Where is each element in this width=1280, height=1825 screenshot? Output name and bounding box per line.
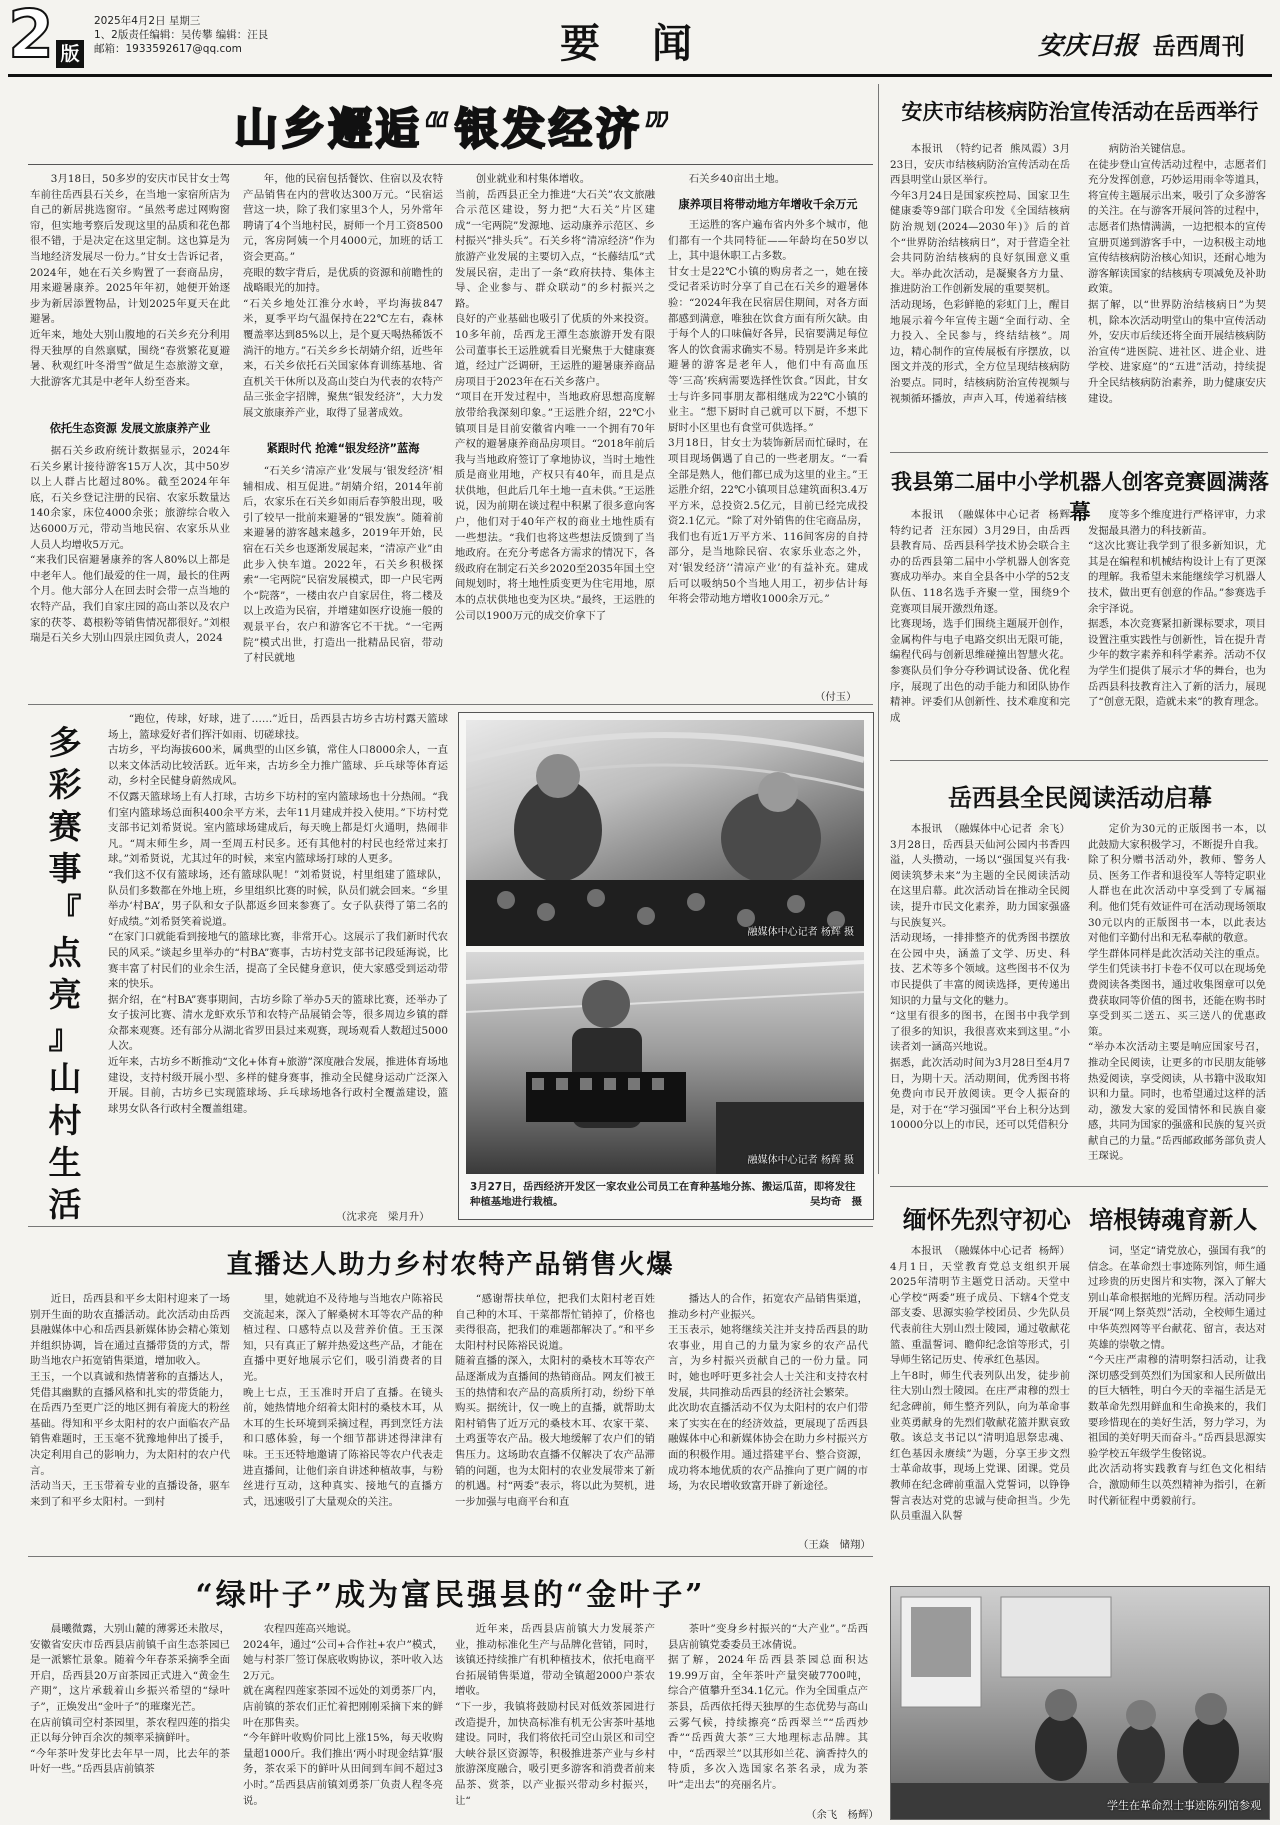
bottom-photo-watermark: 融媒体中心记者 杨辉 摄 [747,1155,854,1166]
robot-col-1: 本报讯 （融媒体中心记者 杨辉 特约记者 汪东园）3月29日，由岳西县教育局、岳西县科学技术协会联合主办的岳西县第二届中小学机器人创客竞赛成功举办。来自全县各中小学的52支队伍、118名选手齐聚一堂，围绕9个竞赛项目展开激烈角逐。 比赛现场，选手们围绕主题展开创作，金属构件与电子电路交织出无限可能，编程代码与创新思维碰撞出智慧火花。参赛队员们争分夺秒调试设备、优化程序，展现了出色的动手能力和团队协作精神。评委们从创新性、技术难度和完成 [890,509,1070,724]
silver-subhead-1: 依托生态资源 发展文旅康养产业 [49,422,211,435]
silver-col-4b: 王运胜的客户遍布省内外多个城市，他们都有一个共同特征——年龄均在50岁以上，其中退休职工占多数。 甘女士是22℃小镇的购房者之一，她在接受记者采访时分享了自己在石关乡的避暑体验：“2024年我在民宿居住期间，对各方面都感到满意，唯独在饮食方面有所欠缺。由于每个人的口味偏好各异，民宿要满足每位客人的饮食需求确实不易。特别是许多来此避暑的游客是老年人，他们中有高血压等‘三高’疾病需要选择性饮食。”因此，甘女士与许多同事朋友都相继成为22℃小镇的业主。“想下厨时自己就可以下厨，不想下厨时小区里也有食堂可供选择。” 3月18日，甘女士为装饰新居而忙碌时，在项目现场偶遇了自己的一些老朋友。“一看全部是熟人，他们都已成为这里的业主。”王运胜介绍，22℃小镇项目总建筑面积3.4万平方米，总投资2.5亿元，目前已经完成投资2.1亿元。“除了对外销售的住宅商品房，我们也有近1万平方米、116间客房的自持部分，是当地除民宿、农家乐业态之外，对‘银发经济’‘清凉产业’的有益补充。建成后可以吸纳50个当地人用工，初步估计每年将会带动地方增收1000余万元。” [668,219,868,606]
robot-rule [890,760,1268,761]
photo-caption [470,1180,862,1210]
memorial-photo-watermark: 学生在革命烈士事迹陈列馆参观 [1107,1799,1261,1812]
vtitle-char: 村 [48,1101,82,1140]
silver-col-3: 创业就业和村集体增收。 当前，岳西县正全力推进“大石关”农文旅融合示范区建设，努力把“大石关”片区建成“一宅两院”发源地、运动康养示范区、乡村振兴“排头兵”。石关乡将“清凉经济”作为旅游产业发展的主要切入点，“长藤结瓜”式发展民宿，走出了一条“政府扶持、集体主导、企业参与、群众联动”的乡村振兴之路。 良好的产业基础也吸引了优质的外来投资。10多年前，岳西龙王潭生态旅游开发有限公司董事长王运胜就看目光聚焦于大健康赛道，经过广泛调研，王运胜的避暑康养商品房项目于2023年在石关乡落户。 “项目在开发过程中，当地政府思想高度解放带给我深刻印象。”王运胜介绍，22℃小镇项目是目前安徽省内唯一一个拥有70年产权的避暑康养商品房项目。“2018年前后我与当地政府签订了拿地协议，当时土地性质是商业用地，产权只有40年，而且是点状供地，但此后几年土地一直未供。”王运胜说，因为前期在谈过程中积累了很多意向客户，他们对于40年产权的商业土地性质有一些想法。“我们也将这些想法反馈到了当地政府。在充分考虑各方需求的情况下，各级政府在制定石关乡2020至2035年国土空间规划时，将土地性质变更为住宅用地，原本的点状供地也变为区块。”最终，王运胜的公司以1900万元的成交价拿下了 [455,173,655,622]
livestream-rule-top [28,1226,873,1227]
greenhouse-scene-graphic [466,720,864,946]
greenhouse-photo-bottom [466,952,864,1174]
vtitle-char: 彩 [48,765,82,804]
email: 邮箱：1933592617@qq.com [94,43,242,55]
silver-col-1a: 3月18日，50多岁的安庆市民甘女士驾车前往岳西县石关乡，在当地一家宿所店为自己的新居挑选窗帘。“虽然考虑过网购窗帘，但实地考察后发现这里的品质和花色都很不错，于是决定在这里定制。这也算是为当地经济发展尽一份力。”甘女士告诉记者，2024年，她在石关乡购置了一套商品房，用来避暑康养。2025年年初，她便开始逐步为新居添置物品，计划2025年夏天在此避暑。 近年来，地处大别山腹地的石关乡充分利用得天独厚的自然禀赋，围绕“春赏繁花夏避暑、秋观红叶冬滑雪”做足生态旅游文章，大批游客尤其是中老年人纷至沓来。 [30,173,230,388]
silver-col-1b: 据石关乡政府统计数据显示，2024年石关乡累计接待游客15万人次，其中50岁以上人群占比超过80%。截至2024年年底，石关乡登记注册的民宿、农家乐数量达140余家，床位4000余张；旅游综合收入达6000万元，带动当地民宿、农家乐从业人员人均增收5万元。 “来我们民宿避暑康养的客人80%以上都是中老年人。他们最爱的住一周，最长的住两个月。他大部分人在回去时会带一点当地的农特产品，我们自家庄园的高山茶以及农户家的茯苓、葛根粉等销售情况都很好。”刘根瑞是石关乡大别山四景庄园负责人，2024 [30,445,230,645]
basketball-rule-top [28,704,873,705]
vtitle-char: 事 [48,849,82,888]
vtitle-char: 『 [48,891,82,930]
silver-subhead-3: 康养项目将带动地方年增收千余万元 [678,198,858,211]
silver-subhead-2: 紧跟时代 抢滩“银发经济”蓝海 [266,442,420,455]
weekly-name: 岳西周刊 [1152,33,1245,60]
section-title: 要 闻 [560,21,698,67]
tea-headline: “绿叶子”成为富民强县的“金叶子” [195,1578,706,1613]
paper-name: 安庆日报 [1038,31,1139,60]
basketball-vertical-headline [40,722,90,1226]
tea-credit: （余飞 杨辉） [806,1809,879,1821]
reading-col-1: 本报讯 （融媒体中心记者 余飞）3月28日，岳西县天仙河公园内书香四溢，人头攒动，一场以“强国复兴有我·阅读筑梦未来”为主题的全民阅读活动在这里启幕。此次活动旨在推动全民阅读，提升市民文化素养，助力国家强盛与民族复兴。 活动现场，一排排整齐的优秀图书摆放在公园中央，涵盖了文学、历史、科技、艺术等多个领域。这些图书不仅为市民提供了丰富的阅读选择，更传递出知识的力量与文化的魅力。 “这里有很多的图书，在图书中我学到了很多的知识，我很喜欢来到这里。”小读者刘一涵高兴地说。 据悉，此次活动时间为3月28日至4月7日，为期十天。活动期间，优秀图书将免费向市民开放阅读。更令人振奋的是，对于在“学习强国”平台上积分达到10000分以上的市民，还可以凭借积分 [890,823,1070,1132]
tb-col-2: 病防治关键信息。 在徒步登山宣传活动过程中，志愿者们充分发挥创意，巧妙运用雨伞等道具，将宣传主题展示出来，吸引了众多游客的关注。在与游客开展问答的过程中，志愿者们热情满满，一边把根本的宣传宣册页递到游客手中，一边积极主动地宣传结核病防治核心知识，还耐心地为游客解读国家的结核病专项减免及补助政策。 据了解，以“世界防治结核病日”为契机，除本次活动明堂山的集中宣传活动外，安庆市后续还将全面开展结核病防治宣传“进医院、进社区、进企业、进学校、进家庭”的“五进”活动，持续提升全民结核病防治素养，助力健康安庆建设。 [1088,143,1266,405]
tea-col-3: 近年来，岳西县店前镇大力发展茶产业，推动标准化生产与品牌化营销，同时，该镇还持续推广有机种植技术，依托电商平台拓展销售渠道，带动全镇超2000户茶农增收。 “下一步，我镇将鼓励村民对低效茶园进行改造提升，加快高标准有机无公害茶叶基地建设。同时，我们将依托司空山景区和司空大峡谷景区资源等，积极推进茶产业与乡村旅游深度融合，吸引更多游客和消费者前来品茶、赏茶，以产业振兴带动乡村振兴，让“ [455,1623,655,1807]
livestream-col-4: 播达人的合作，拓宽农产品销售渠道，推动乡村产业振兴。 王玉表示，她将继续关注并支持岳西县的助农事业，用自己的力量为家乡的农产品代言，为乡村振兴贡献自己的一份力量。同时，她也呼吁更多社会人士关注和支持农村发展，共同推动岳西县的经济社会繁荣。 此次助农直播活动不仅为太阳村的农户们带来了实实在在的经济效益，更展现了岳西县融媒体中心和新媒体协会在助力乡村振兴方面的积极作用。通过搭建平台、整合资源，成功将本地优质的农产品推向了更广阔的市场，为农民增收致富开辟了新途径。 [668,1293,868,1493]
livestream-col-1: 近日，岳西县和平乡太阳村迎来了一场别开生面的助农直播活动。此次活动由岳西县融媒体中心和岳西县新媒体协会精心策划并组织协调，旨在通过直播带货的方式，帮助当地农户拓宽销售渠道，增加收入。 王玉，一个以真诚和热情著称的直播达人，凭借其幽默的直播风格和扎实的带货能力，在岳西乃至更广泛的地区拥有着庞大的粉丝基础。得知和平乡太阳村的农户面临农产品销售难题时，王玉毫不犹豫地伸出了援手，决定利用自己的影响力，为太阳村的农户代言。 活动当天，王玉带着专业的直播设备，驱车来到了和平乡太阳村。一到村 [30,1293,230,1508]
livestream-col-2: 里，她就迫不及待地与当地农户陈裕民交流起来，深入了解桑树木耳等农产品的种植过程、口感特点以及营养价值。王玉深知，只有真正了解并热爱这些产品，才能在直播中更好地展示它们，吸引消费者的目光。 晚上七点，王玉准时开启了直播。在镜头前，她热情地介绍着太阳村的桑枝木耳，从木耳的生长环境到采摘过程，再到烹饪方法和口感体验，每一个细节都讲述得津津有味。王玉还特地邀请了陈裕民等农户代表走进直播间，让他们亲自讲述种植故事，与粉丝进行互动，这种真实、接地气的直播方式，迅速吸引了大量观众的关注。 [243,1293,443,1508]
page-unit-badge [56,40,84,68]
greenhouse-photo-top [466,720,864,946]
page-number-box [8,0,60,73]
photo-caption-text: 3月27日，岳西经济开发区一家农业公司员工在育种基地分拣、搬运瓜苗，即将发往种植基地进行栽植。 [470,1181,856,1208]
editors: 1、2版责任编辑：吴传攀 编辑：汪艮 [94,29,269,41]
tb-col-1: 本报讯 （特约记者 熊凤霞）3月23日，安庆市结核病防治宣传活动在岳西县明堂山景区举行。 今年3月24日是国家疾控局、国家卫生健康委等9部门联合印发《全国结核病防治规划(2024—2030年)》后的首个“世界防治结核病日”，对于营造全社会共同防治结核病的良好氛围意义重大。举办此次活动，是凝聚各方力量、推进防治工作创新发展的重要契机。 活动现场，色彩鲜艳的彩虹门上，醒目地展示着今年宣传主题“全面行动、全力投入、全民参与，终结结核”。周边，精心制作的宣传展板有序摆放，以图文并茂的形式，全方位呈现结核病防治要点。同时，结核病防治宣传视频与视频循环播放，声声入耳，传递着结核 [890,143,1070,405]
basketball-credit: （沈求亮 梁月升） [336,1211,430,1223]
vtitle-char: 多 [48,723,82,762]
page-number: 2 [8,0,54,73]
robot-col-2: 度等多个维度进行严格评审，力求发掘最具潜力的科技新苗。 “这次比赛让我学到了很多新知识，尤其是在编程和机械结构设计上有了更深的理解。我希望未来能继续学习机器人技术，做出更有创意的作品。”参赛选手余宇泽说。 据悉，本次竞赛紧扣新课标要求，项目设置注重实践性与创新性，旨在提升青少年的数字素养和科学素养。活动不仅为学生们提供了展示才华的舞台，也为岳西县科技教育注入了新的活力，展现了“创意无限，造就未来”的教育理念。 [1088,509,1266,709]
vtitle-char: 生 [48,1143,82,1182]
tea-col-4: 茶叶”变身乡村振兴的“大产业”。”岳西县店前镇党委委员王冰倩说。 据了解，2024年岳西县茶园总面积达19.99万亩，全年茶叶产量突破7700吨，综合产值攀升至34.1亿元。作为全国重点产茶县，岳西依托得天独厚的生态优势与高山云雾气候，持续擦亮“岳西翠兰”“岳西炒香”“岳西黄大茶”三大地理标志品牌。其中，“岳西翠兰”以其形如兰花、滴香持久的特质，多次入选国家名茶名录，成为茶叶“走出去”的亮丽名片。 [668,1623,868,1791]
livestream-headline: 直播达人助力乡村农特产品销售火爆 [226,1250,675,1280]
tea-col-1: 晨曦微露，大别山麓的薄雾还未散尽，安徽省安庆市岳西县店前镇千亩生态茶园已是一派繁忙景象。随着今年春茶采摘季全面开启，岳西县20万亩茶园正式进入“黄金生产期”，这片承载着山乡振兴希望的“绿叶子”，正焕发出“金叶子”的璀璨光芒。 在店前镇司空村茶园里，茶农程四莲的指尖正以每分钟百余次的频率采摘鲜叶。 “今年茶叶发芽比去年早一周，比去年的茶叶好一些。”岳西县店前镇茶 [30,1623,230,1776]
robot-headline: 我县第二届中小学机器人创客竞赛圆满落幕 [891,469,1269,524]
top-photo-watermark: 融媒体中心记者 杨辉 摄 [747,927,854,938]
silver-col-2a: 年，他的民宿包括餐饮、住宿以及农特产品销售在内的营收达300万元。“民宿运营这一块，除了我们家里3个人，另外常年聘请了4个当地村民，厨师一个月工资8500元，客房阿姨一个月4000元，加班的话工资会更高。” 亮眼的数字背后，是优质的资源和前瞻性的战略眼光的加持。 “石关乡地处江淮分水岭，平均海拔847米，夏季平均气温保持在22℃左右，森林覆盖率达到85%以上，是个夏天喝热稀饭不淌汗的地方。”石关乡乡长胡婧介绍，近些年来，石关乡依托石关国家体育训练基地、省直机关干休所以及高山茭白为代表的农特产品三张金字招牌，聚焦“银发经济”，大力发展文旅康养产业，取得了显著成效。 [243,173,443,419]
livestream-credit: （王焱 储翔） [798,1539,871,1551]
silver-col-4a: 石关乡40亩出土地。 [688,173,786,185]
photo-caption-credit: 吴均奇 摄 [810,1196,862,1208]
tb-rule [890,452,1268,453]
page-unit: 版 [60,43,80,65]
masthead-rule [8,74,1272,77]
martyrs-headline: 缅怀先烈守初心 培根铸魂育新人 [902,1205,1258,1234]
article-silver-economy-headline: 山乡邂逅“银发经济” [234,105,676,155]
silver-credit: （付玉） [815,691,857,703]
tea-col-2: 农程四莲高兴地说。 2024年，通过“公司+合作社+农户”模式，她与村茶厂签订保底收购协议，茶叶收入达2万元。 就在离程四莲家茶园不远处的刘勇茶厂内，店前镇的茶农们正忙着把刚刚采摘下来的鲜叶在那售卖。 “今年鲜叶收购价同比上涨15%，每天收购量超1000斤。我们推出‘两小时现金结算’服务，茶农采下的鲜叶从田间到车间不超过3小时。”岳西县店前镇刘勇茶厂负责人程冬亮说。 [243,1623,443,1807]
martyrs-col-2: 词，坚定“请党放心，强国有我”的信念。在革命烈士事迹陈列馆，师生通过珍贵的历史图片和实物，深入了解大别山革命根据地的光辉历程。活动同步开展“网上祭英烈”活动，全校师生通过中华英烈网等平台献花、留言，表达对英雄的崇敬之情。 “今天庄严肃穆的清明祭扫活动，让我深切感受到英烈们为国家和人民所做出的巨大牺牲，明白今天的幸福生活是无数革命先烈用鲜血和生命换来的，我们要珍惜现在的美好生活，努力学习，为祖国的美好明天而奋斗。”岳西县思源实验学校五年级学生俊铭说。 此次活动将实践教育与红色文化相结合，激励师生以英烈精神为指引，在新时代新征程中勇毅前行。 [1088,1245,1266,1507]
reading-col-2: 定价为30元的正版图书一本，以此鼓励大家积极学习，不断提升自我。 除了积分赠书活动外，教师、警务人员、医务工作者和退役军人等特定职业人群也在此次活动中享受到了专属福利。他们凭有效证件可在活动现场领取30元以内的正版图书一本，以此表达对他们辛勤付出和无私奉献的敬意。 学生群体同样是此次活动关注的重点。学生们凭读书打卡卷不仅可以在现场免费阅读各类图书，通过收集图章可以免费获取同等价值的图书，还能在购书时享受到买二送五、买三送八的优惠政策。 “举办本次活动主要是响应国家号召，推动全民阅读，让更多的市民朋友能够热爱阅读，享受阅读，从书籍中汲取知识和力量。同时，也希望通过这样的活动，激发大家的爱国情怀和民族自豪感，共同为国家的强盛和民族的复兴贡献自己的力量。”岳西邮政邮务部负责人王琛说。 [1088,823,1266,1163]
vtitle-char: 山 [48,1059,82,1098]
reading-headline: 岳西县全民阅读活动启幕 [948,783,1212,812]
vtitle-char: 』 [48,1017,82,1056]
issue-date: 2025年4月2日 星期三 [94,15,201,27]
worker-scene-graphic [466,952,864,1174]
tea-rule-top [28,1556,873,1557]
memorial-scene-graphic [891,1587,1269,1819]
vtitle-char: 点 [48,933,82,972]
memorial-hall-photo [890,1586,1270,1820]
silver-col-2b: “石关乡‘清凉产业’发展与‘银发经济’相辅相成、相互促进。”胡婧介绍，2014年前后，农家乐在石关乡如雨后春笋般出现，吸引了较早一批前来避暑的“银发族”。随着前来避暑的游客越来越多，2019年开始，民宿在石关乡也逐渐发展起来，“清凉产业”由此步入快车道。2022年，石关乡积极探索“一宅两院”民宿发展模式，即一户民宅两个“院落”，一楼由农户自家居住，将二楼及以上改造为民宿，并增建如医疗设施一般的观景平台，农户和游客它不干扰。“一宅两院”模式出世，打造出一批精品民宿，带动了村民就地 [243,465,443,665]
masthead-info [94,14,268,56]
vtitle-char: 赛 [48,807,82,846]
livestream-col-3: “感谢帮扶单位，把我们太阳村老百姓自己种的木耳、干菜都帮忙销掉了，价格也卖得很高，把我们的难题都解决了。”和平乡太阳村村民陈裕民说道。 随着直播的深入，太阳村的桑枝木耳等农产品逐渐成为直播间的热销商品。网友们被王玉的热情和农产品的高质所打动，纷纷下单购买。据统计，仅一晚上的直播，就帮助太阳村销售了近万元的桑枝木耳、农家干菜、土鸡蛋等农产品。极大地缓解了农户们的销售压力。这场助农直播不仅解决了农产品滞销的问题，也为太阳村的农业发展带来了新的机遇。村“两委”表示，将以此为契机，进一步加强与电商平台和直 [455,1293,655,1508]
right-column-divider [878,84,879,1174]
tb-headline: 安庆市结核病防治宣传活动在岳西举行 [901,99,1259,124]
martyrs-rule-top [890,1186,1268,1187]
martyrs-col-1: 本报讯 （融媒体中心记者 杨辉）4月1日，天堂教育党总支组织开展2025年清明节主题党日活动。天堂中心学校“两委”班子成员、下辖4个党支部支委、思源实验学校团员、少先队员代表前往大别山烈士陵园，通过敬献花篮、重温誓词、瞻仰纪念馆等形式，引导师生铭记历史、传承红色基因。 上午8时，师生代表列队出发，徒步前往大别山烈士陵园。在庄严肃穆的烈士纪念碑前，师生整齐列队，向为革命事业英勇献身的先烈们敬献花篮并默哀致敬。该总支书记以“清明追思祭忠魂、红色基因永赓续”为题，分享王步文烈士革命故事，现场上党课、团课。党员教师在纪念碑前重温入党誓词，以铮铮誓言表达对党的忠诚与使命担当。少先队员重温入队誓 [890,1245,1070,1523]
masthead-paper [1038,26,1245,62]
vtitle-char: 活 [48,1185,82,1224]
silver-headline-rule [28,164,873,165]
basketball-body: “跑位，传球，好球，进了……”近日，岳西县古坊乡古坊村露天篮球场上，篮球爱好者们挥汗如雨、切磋球技。 古坊乡，平均海拔600米，属典型的山区乡镇，常住人口8000余人，一直以来文体活动比较活跃。近年来，古坊乡全力推广篮球、乒乓球等体育运动，乡村全民健身蔚然成风。 不仅露天篮球场上有人打球，古坊乡下坊村的室内篮球场也十分热闹。“我们室内篮球场总面积400余平方米，去年11月建成并投入使用。”下坊村党支部书记刘希贤说。室内篮球场建成后，每天晚上都是灯火通明，热闹非凡。“周末师生乡，周一至周五村民多。还有其他村的村民也经常过来打球。”刘希贤说，尤其过年的时候，来室内篮球场打球的人更多。 “我们这不仅有篮球场，还有篮球队呢！”刘希贤说，村里组建了篮球队，队员们多数都在外地上班，乡里组织比赛的时候，队员们就会回来。“乡里举办‘村BA’，男子队和女子队都返乡回来参赛了。女子队获得了第二名的好成绩。”刘希贤笑着说道。 “在家门口就能看到接地气的篮球比赛，非常开心。这展示了我们新时代农民的风采。”谈起乡里举办的“村BA”赛事，古坊村党支部书记段延海说，比赛丰富了村民们的业余生活，提高了全民健身意识，使大家感受到运动带来的快乐。 据介绍，在“村BA”赛事期间，古坊乡除了举办5天的篮球比赛，还举办了女子拔河比赛、清水龙虾欢乐节和农特产品展销会等，很多周边乡镇的群众都来观赛。还有部分从湖北省罗田县过来观赛，现场观看人数超过5000人次。 近年来，古坊乡不断推动“文化+体育+旅游”深度融合发展，推进体育场地建设，支持村级开展小型、多样的健身赛事，推动全民健身运动广泛深入开展。目前，古坊乡已实现篮球场、乒乓球场地各行政村全覆盖建设，篮球男女队各行政村全覆盖组建。 [108,713,448,1115]
vtitle-char: 亮 [48,975,82,1014]
